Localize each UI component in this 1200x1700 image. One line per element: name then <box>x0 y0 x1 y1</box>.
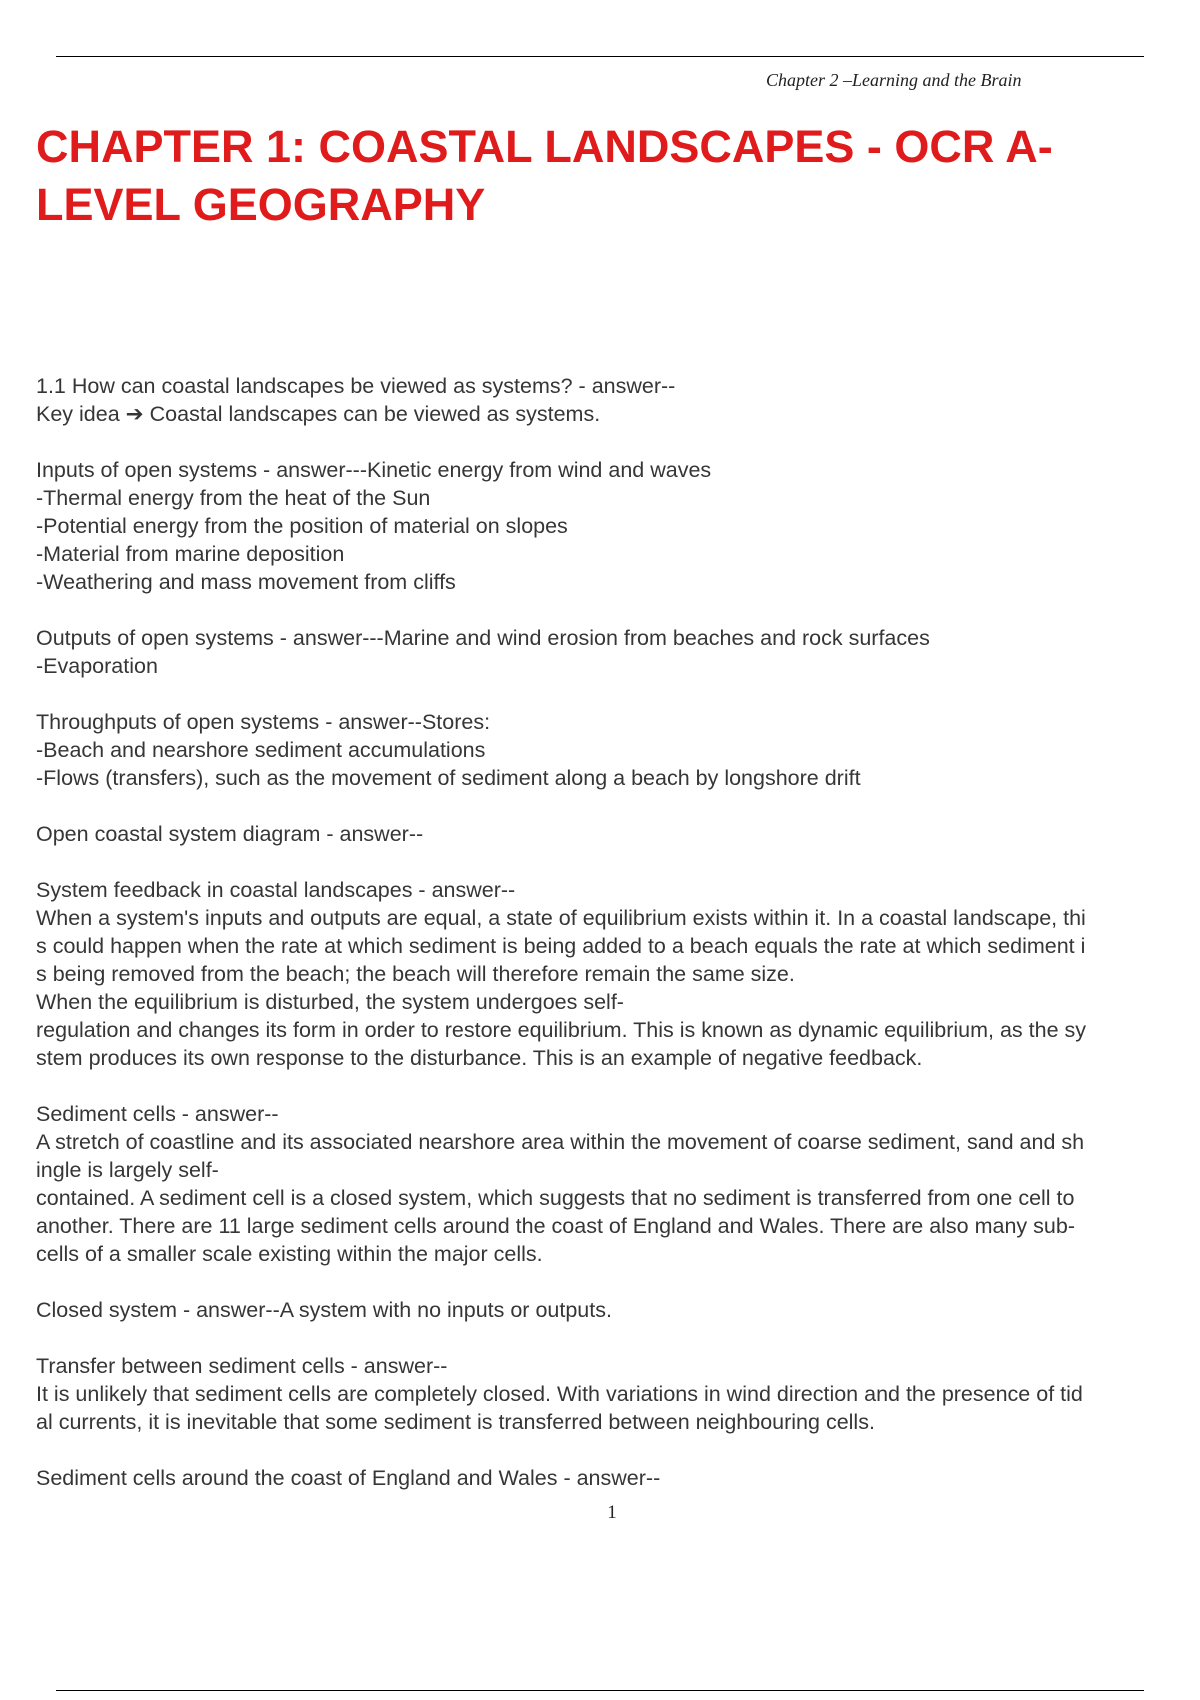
question-line: Sediment cells - answer-- <box>36 1102 279 1126</box>
title-line: CHAPTER 1: COASTAL LANDSCAPES - OCR A- <box>36 121 1053 172</box>
answer-line: It is unlikely that sediment cells are completely closed. With variations in wind direction and the presence of tid <box>36 1382 1083 1406</box>
page-number: 1 <box>607 1502 617 1523</box>
document-title <box>36 118 1176 234</box>
answer-line: contained. A sediment cell is a closed system, which suggests that no sediment is transferred from one cell to <box>36 1186 1075 1210</box>
document-body <box>36 372 1196 1520</box>
question-line: Throughputs of open systems - answer--Stores: <box>36 710 491 734</box>
answer-line: -Flows (transfers), such as the movement of sediment along a beach by longshore drift <box>36 766 861 790</box>
answer-line: A stretch of coastline and its associated nearshore area within the movement of coarse sediment, sand and sh <box>36 1130 1085 1154</box>
top-rule <box>56 56 1144 57</box>
answer-line: Key idea ➔ Coastal landscapes can be viewed as systems. <box>36 402 601 426</box>
question-line: Transfer between sediment cells - answer-- <box>36 1354 448 1378</box>
qa-block-inputs <box>36 456 1196 596</box>
question-line: Outputs of open systems - answer---Marine and wind erosion from beaches and rock surfaces <box>36 626 930 650</box>
bottom-rule <box>56 1690 1144 1691</box>
question-line: Sediment cells around the coast of England and Wales - answer-- <box>36 1466 661 1490</box>
answer-line: When the equilibrium is disturbed, the system undergoes self- <box>36 990 624 1014</box>
qa-block-systems <box>36 372 1196 428</box>
running-header: Chapter 2 –Learning and the Brain <box>766 70 1022 90</box>
qa-block-diagram <box>36 820 1196 848</box>
question-line: 1.1 How can coastal landscapes be viewed as systems? - answer-- <box>36 374 676 398</box>
answer-line: -Thermal energy from the heat of the Sun <box>36 486 431 510</box>
qa-block-closed-system <box>36 1296 1196 1324</box>
qa-block-outputs <box>36 624 1196 680</box>
answer-line: cells of a smaller scale existing within the major cells. <box>36 1242 543 1266</box>
qa-block-transfer <box>36 1352 1196 1436</box>
answer-line: -Beach and nearshore sediment accumulations <box>36 738 486 762</box>
answer-line: ingle is largely self- <box>36 1158 219 1182</box>
answer-line: stem produces its own response to the disturbance. This is an example of negative feedback. <box>36 1046 923 1070</box>
answer-line: s being removed from the beach; the beach will therefore remain the same size. <box>36 962 795 986</box>
question-line: Closed system - answer--A system with no inputs or outputs. <box>36 1298 612 1322</box>
qa-block-sediment-cells <box>36 1100 1196 1268</box>
answer-line: al currents, it is inevitable that some sediment is transferred between neighbouring cells. <box>36 1410 875 1434</box>
question-line: Inputs of open systems - answer---Kinetic energy from wind and waves <box>36 458 712 482</box>
answer-line: -Evaporation <box>36 654 158 678</box>
question-line: Open coastal system diagram - answer-- <box>36 822 424 846</box>
answer-line: -Weathering and mass movement from cliffs <box>36 570 456 594</box>
answer-line: -Material from marine deposition <box>36 542 345 566</box>
answer-line: regulation and changes its form in order to restore equilibrium. This is known as dynamic equilibrium, as the sy <box>36 1018 1087 1042</box>
answer-line: -Potential energy from the position of material on slopes <box>36 514 568 538</box>
answer-line: s could happen when the rate at which sediment is being added to a beach equals the rate at which sediment i <box>36 934 1086 958</box>
answer-line: When a system's inputs and outputs are equal, a state of equilibrium exists within it. In a coastal landscape, thi <box>36 906 1086 930</box>
qa-block-throughputs <box>36 708 1196 792</box>
qa-block-feedback <box>36 876 1196 1072</box>
answer-line: another. There are 11 large sediment cells around the coast of England and Wales. There are also many sub- <box>36 1214 1075 1238</box>
title-line: LEVEL GEOGRAPHY <box>36 179 486 230</box>
question-line: System feedback in coastal landscapes - answer-- <box>36 878 516 902</box>
qa-block-england-wales <box>36 1464 1196 1492</box>
